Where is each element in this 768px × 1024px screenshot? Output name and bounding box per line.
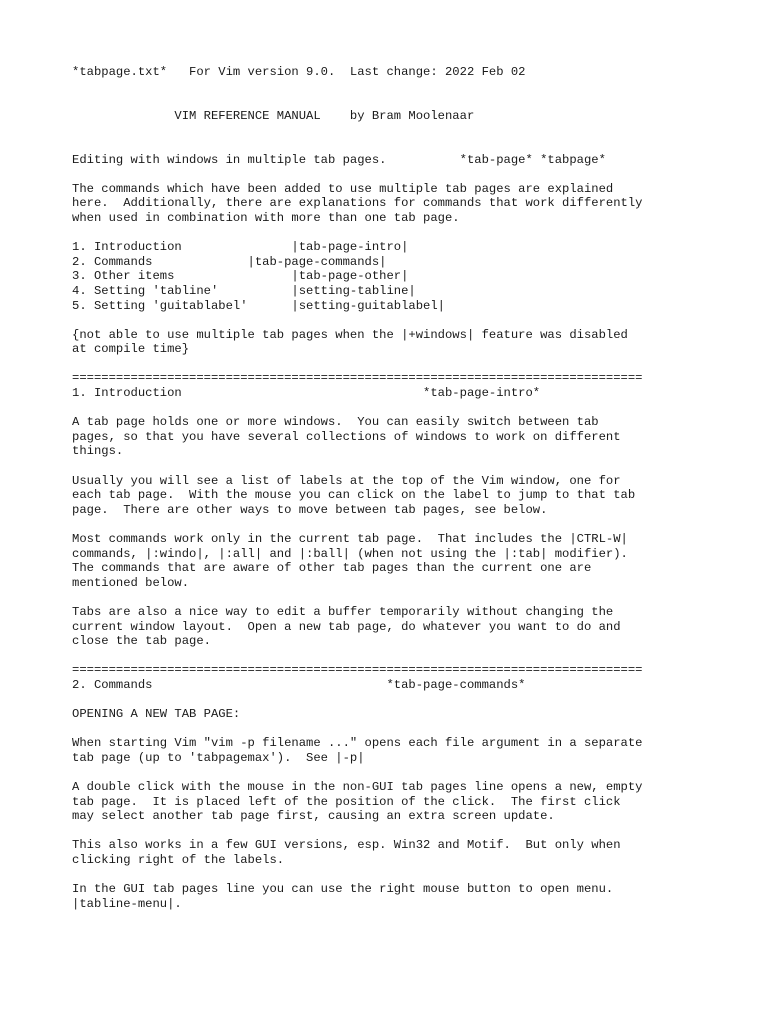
text-line	[72, 226, 762, 241]
text-line: 4. Setting 'tabline' |setting-tabline|	[72, 283, 416, 298]
text-line: ==============================================================================	[72, 371, 643, 386]
text-line: Editing with windows in multiple tab pages. *tab-page* *tabpage*	[72, 152, 606, 167]
text-line: at compile time}	[72, 342, 190, 357]
text-line: clicking right of the labels.	[72, 853, 285, 868]
text-line	[72, 824, 762, 839]
text-line: Tabs are also a nice way to edit a buffer temporarily without changing the	[72, 604, 614, 619]
text-line	[72, 517, 762, 532]
text-line: tab page. It is placed left of the position of the click. The first click	[72, 794, 621, 809]
text-line: A double click with the mouse in the non-GUI tab pages line opens a new, empty	[72, 780, 643, 795]
text-line: A tab page holds one or more windows. You can easily switch between tab	[72, 415, 599, 430]
text-line: |tabline-menu|.	[72, 896, 182, 911]
text-line: may select another tab page first, causing an extra screen update.	[72, 809, 555, 824]
text-line: The commands that are aware of other tab pages than the current one are	[72, 561, 592, 576]
text-line	[72, 868, 762, 883]
text-line: close the tab page.	[72, 634, 211, 649]
text-line	[72, 313, 762, 328]
text-line: ==============================================================================	[72, 663, 643, 678]
text-line: current window layout. Open a new tab page, do whatever you want to do and	[72, 619, 621, 634]
text-line: mentioned below.	[72, 575, 190, 590]
text-line	[72, 766, 762, 781]
text-line: The commands which have been added to use multiple tab pages are explained	[72, 181, 614, 196]
text-line: tab page (up to 'tabpagemax'). See |-p|	[72, 750, 365, 765]
text-line: 2. Commands *tab-page-commands*	[72, 677, 526, 692]
text-line	[72, 590, 762, 605]
text-line: here. Additionally, there are explanations for commands that work differently	[72, 196, 643, 211]
text-line	[72, 94, 762, 109]
text-line	[72, 123, 762, 138]
text-line: 1. Introduction |tab-page-intro|	[72, 240, 409, 255]
text-line	[72, 138, 762, 153]
text-line: page. There are other ways to move between tab pages, see below.	[72, 502, 548, 517]
text-line: VIM REFERENCE MANUAL by Bram Moolenaar	[72, 108, 475, 123]
text-line	[72, 693, 762, 708]
text-line: OPENING A NEW TAB PAGE:	[72, 707, 241, 722]
text-line: 2. Commands |tab-page-commands|	[72, 254, 387, 269]
text-line: commands, |:windo|, |:all| and |:ball| (when not using the |:tab| modifier).	[72, 546, 628, 561]
document-text	[72, 65, 762, 911]
text-line: Most commands work only in the current tab page. That includes the |CTRL-W|	[72, 532, 628, 546]
text-line	[72, 357, 762, 372]
text-line: In the GUI tab pages line you can use the right mouse button to open menu.	[72, 882, 614, 897]
text-line: 3. Other items |tab-page-other|	[72, 269, 409, 284]
text-line	[72, 722, 762, 737]
text-line: when used in combination with more than one tab page.	[72, 210, 460, 225]
text-line: Usually you will see a list of labels at the top of the Vim window, one for	[72, 473, 621, 488]
text-line: {not able to use multiple tab pages when the |+windows| feature was disabled	[72, 327, 628, 342]
text-line: 5. Setting 'guitablabel' |setting-guitablabel|	[72, 298, 445, 313]
text-line: *tabpage.txt* For Vim version 9.0. Last change: 2022 Feb 02	[72, 65, 526, 79]
text-line	[72, 459, 762, 474]
text-line: This also works in a few GUI versions, esp. Win32 and Motif. But only when	[72, 838, 621, 853]
text-line: pages, so that you have several collections of windows to work on different	[72, 429, 621, 444]
text-line	[72, 401, 762, 416]
text-line: 1. Introduction *tab-page-intro*	[72, 386, 541, 401]
text-line: each tab page. With the mouse you can click on the label to jump to that tab	[72, 488, 636, 503]
text-line	[72, 649, 762, 664]
text-line: things.	[72, 444, 124, 459]
text-line	[72, 80, 762, 95]
text-line	[72, 167, 762, 182]
text-line: When starting Vim "vim -p filename ..." opens each file argument in a separate	[72, 736, 643, 751]
